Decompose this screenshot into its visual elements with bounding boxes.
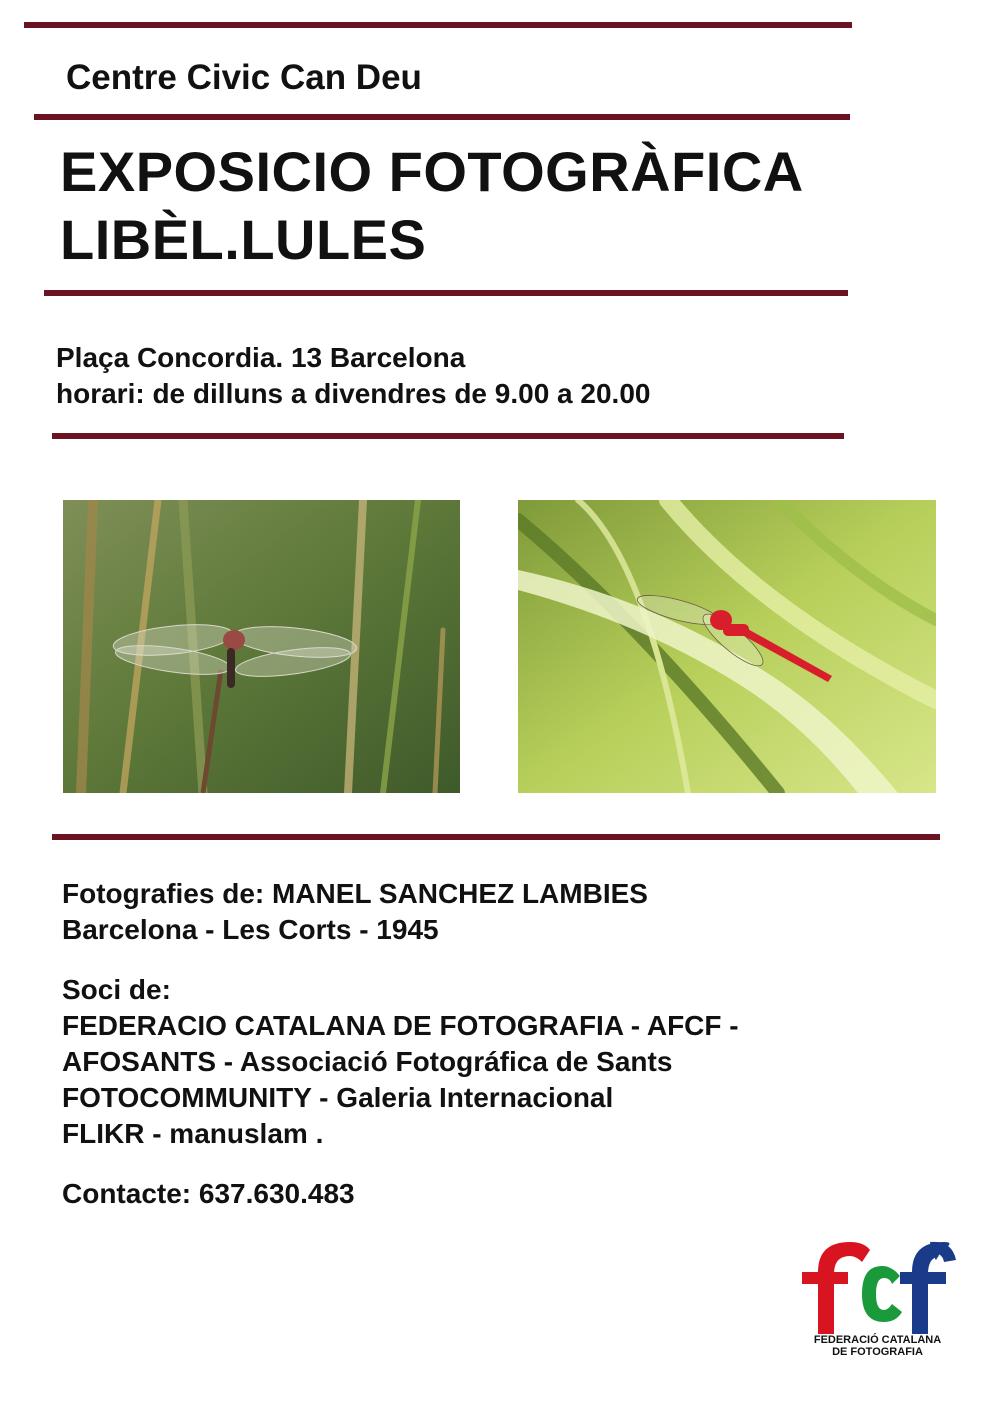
title-line-1: EXPOSICIO FOTOGRÀFICA xyxy=(60,140,804,203)
photo-red-dragonfly-leaf xyxy=(518,500,936,793)
photographer-line: Fotografies de: MANEL SANCHEZ LAMBIES xyxy=(62,878,648,909)
credits-block xyxy=(62,876,739,1212)
venue-name: Centre Civic Can Deu xyxy=(66,58,422,97)
top-divider xyxy=(24,22,852,28)
venue-divider xyxy=(34,114,850,120)
contact-line: Contacte: 637.630.483 xyxy=(62,1178,355,1209)
origin-line: Barcelona - Les Corts - 1945 xyxy=(62,914,439,945)
title-divider xyxy=(44,290,848,296)
photo-dragonfly-reed xyxy=(63,500,460,793)
exhibition-title xyxy=(60,138,804,274)
logo-caption xyxy=(800,1334,955,1358)
membership-item: FLIKR - manuslam . xyxy=(62,1118,324,1149)
venue-info xyxy=(56,340,650,412)
membership-item: AFOSANTS - Associació Fotográfica de Sants xyxy=(62,1046,673,1077)
logo-caption-line-2: DE FOTOGRAFIA xyxy=(832,1346,923,1358)
membership-item: FEDERACIO CATALANA DE FOTOGRAFIA - AFCF - xyxy=(62,1010,739,1041)
logo-caption-line-1: FEDERACIÓ CATALANA xyxy=(813,1334,942,1346)
member-label: Soci de: xyxy=(62,974,171,1005)
membership-item: FOTOCOMMUNITY - Galeria Internacional xyxy=(62,1082,614,1113)
schedule: horari: de dilluns a divendres de 9.00 a 20.00 xyxy=(56,378,651,409)
address: Plaça Concordia. 13 Barcelona xyxy=(56,342,466,373)
title-line-2: LIBÈL.LULES xyxy=(60,208,427,271)
info-divider xyxy=(52,433,844,439)
photos-divider xyxy=(52,834,940,840)
